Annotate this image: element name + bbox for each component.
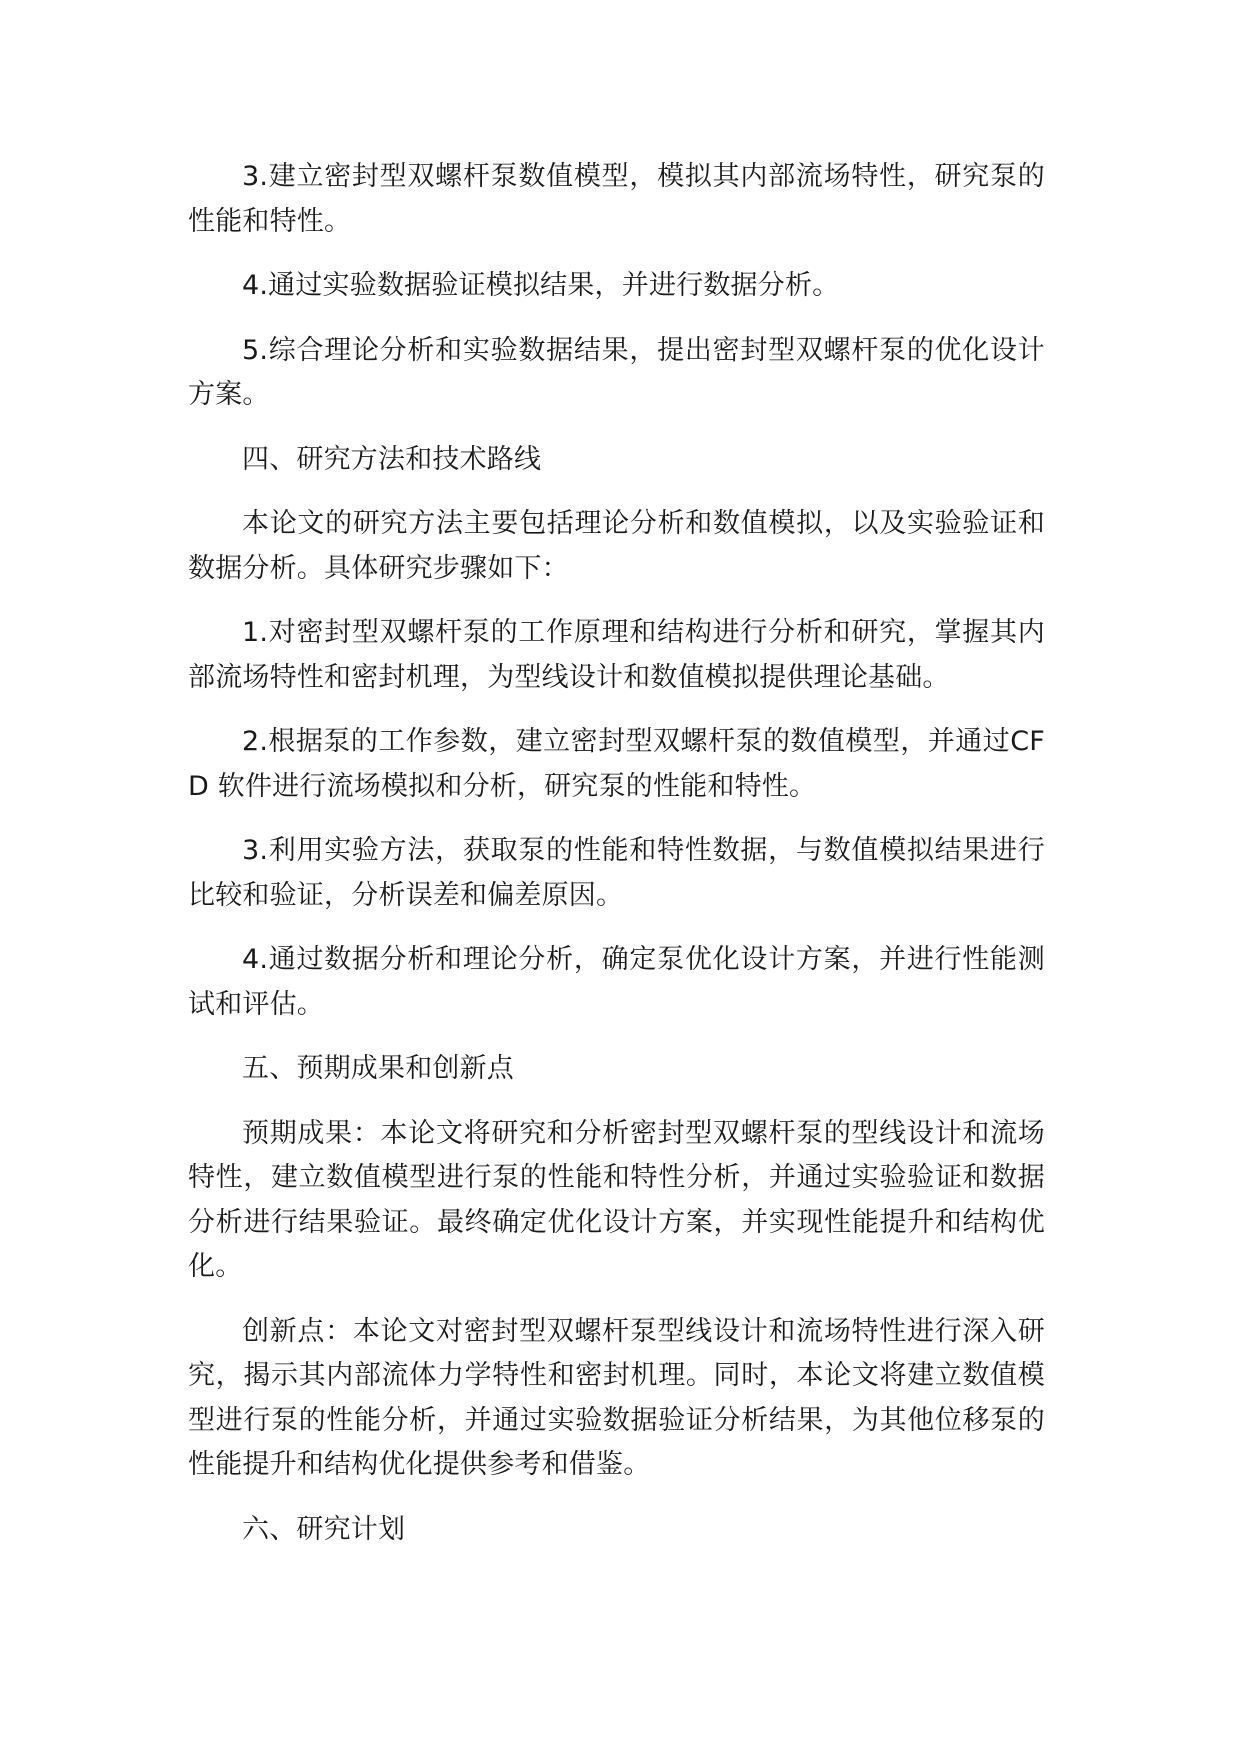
step-item-4: 4.通过数据分析和理论分析，确定泵优化设计方案，并进行性能测试和评估。 bbox=[188, 944, 1045, 1020]
step-item-2: 2.根据泵的工作参数，建立密封型双螺杆泵的数值模型，并通过CFD 软件进行流场模拟和分析，研究泵的性能和特性。 bbox=[188, 726, 1045, 802]
innovation-paragraph: 创新点：本论文对密封型双螺杆泵型线设计和流场特性进行深入研究，揭示其内部流体力学特性和密封机理。同时，本论文将建立数值模型进行泵的性能分析，并通过实验数据验证分析结果，为其他位移泵的性能提升和结构优化提供参考和借鉴。 bbox=[188, 1315, 1045, 1480]
list-item-model-building: 3.建立密封型双螺杆泵数值模型，模拟其内部流场特性，研究泵的性能和特性。 bbox=[188, 161, 1045, 237]
expected-results-paragraph: 预期成果：本论文将研究和分析密封型双螺杆泵的型线设计和流场特性，建立数值模型进行泵的性能和特性分析，并通过实验验证和数据分析进行结果验证。最终确定优化设计方案，并实现性能提升和结构优化。 bbox=[188, 1117, 1045, 1282]
section-heading-methods: 四、研究方法和技术路线 bbox=[242, 443, 542, 475]
step-item-1: 1.对密封型双螺杆泵的工作原理和结构进行分析和研究，掌握其内部流场特性和密封机理，为型线设计和数值模拟提供理论基础。 bbox=[188, 617, 1045, 693]
document-page bbox=[188, 155, 1045, 1572]
methods-intro-paragraph: 本论文的研究方法主要包括理论分析和数值模拟，以及实验验证和数据分析。具体研究步骤如下： bbox=[188, 508, 1045, 584]
list-item-validation: 4.通过实验数据验证模拟结果，并进行数据分析。 bbox=[242, 270, 840, 301]
section-heading-results: 五、预期成果和创新点 bbox=[242, 1053, 514, 1084]
list-item-optimization: 5.综合理论分析和实验数据结果，提出密封型双螺杆泵的优化设计方案。 bbox=[188, 334, 1045, 410]
section-heading-plan: 六、研究计划 bbox=[242, 1513, 406, 1545]
step-item-3: 3.利用实验方法，获取泵的性能和特性数据，与数值模拟结果进行比较和验证，分析误差和偏差原因。 bbox=[188, 835, 1045, 911]
